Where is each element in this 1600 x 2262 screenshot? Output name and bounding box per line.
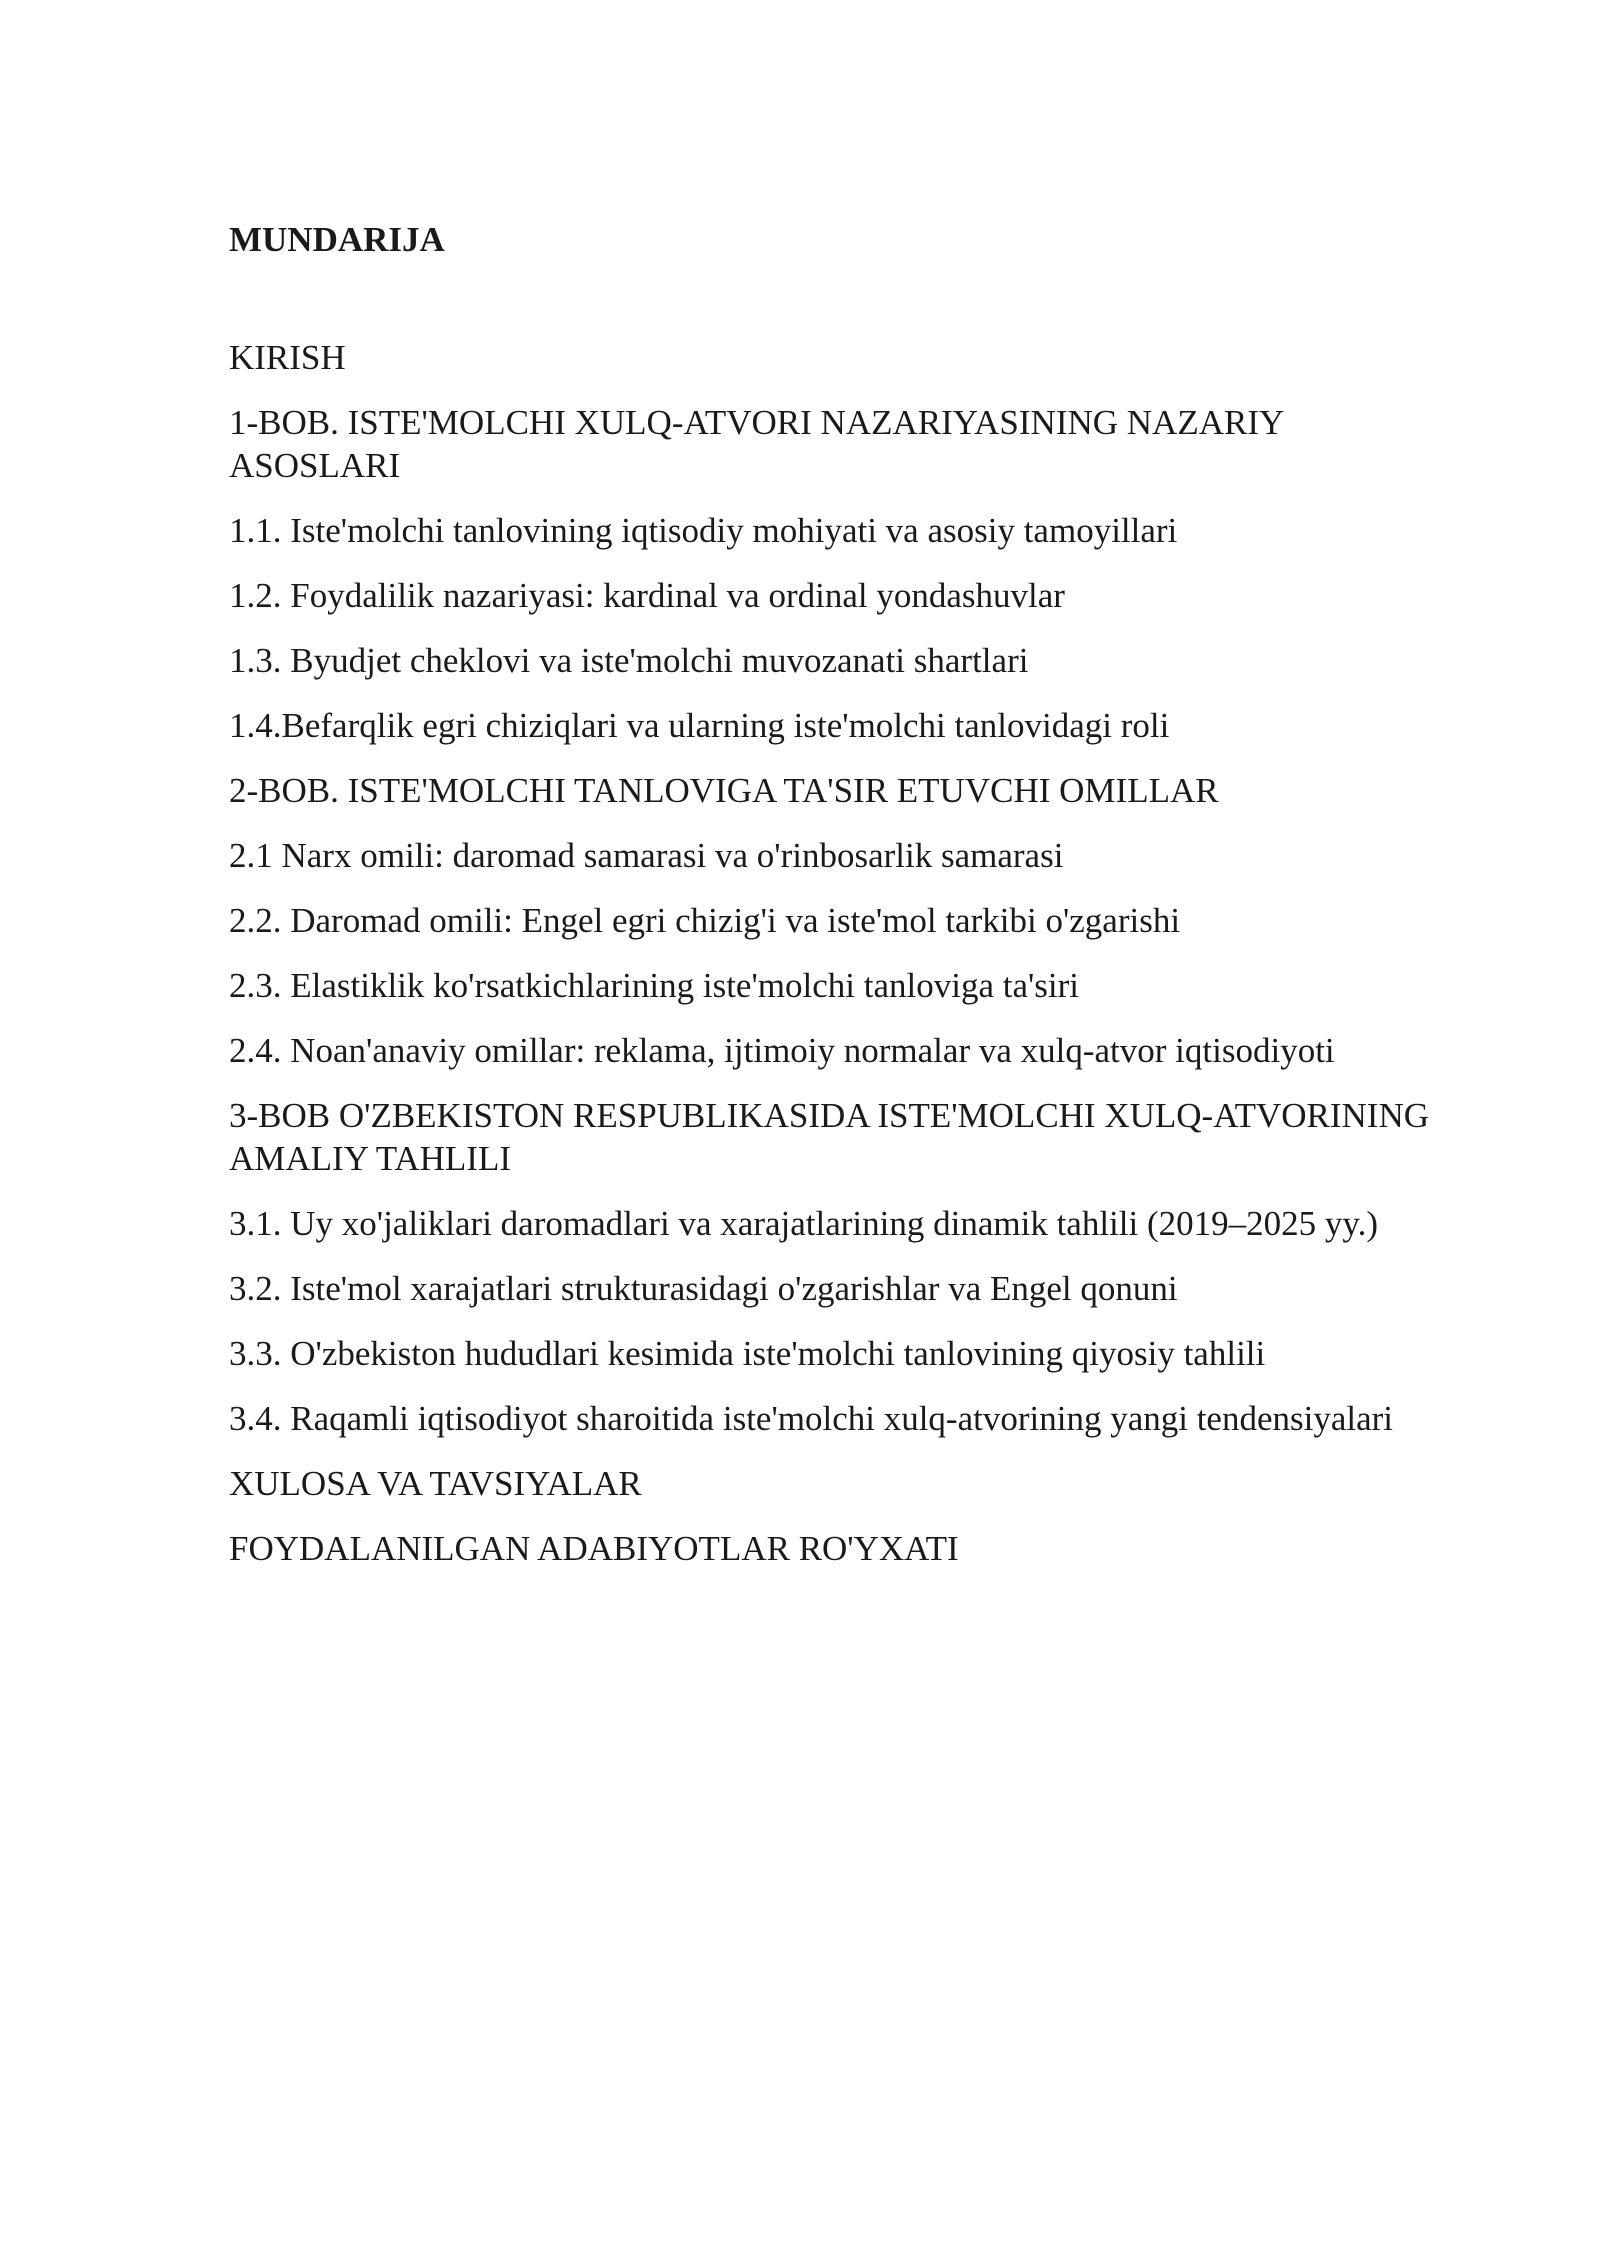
toc-entry-section-3-1: 3.1. Uy xo'jaliklari daromadlari va xarajatlarining dinamik tahlili (2019–2025 yy.) (229, 1204, 1379, 1243)
toc-entry-references: FOYDALANILGAN ADABIYOTLAR RO'YXATI (229, 1529, 959, 1568)
toc-entry-chapter-3: 3-BOB O'ZBEKISTON RESPUBLIKASIDA ISTE'MOLCHI XULQ-ATVORINING AMALIY TAHLILI (229, 1096, 1430, 1178)
toc-entry-conclusion: XULOSA VA TAVSIYALAR (229, 1464, 642, 1503)
toc-entry-section-1-2: 1.2. Foydalilik nazariyasi: kardinal va ordinal yondashuvlar (229, 576, 1065, 615)
toc-entry-section-2-3: 2.3. Elastiklik ko'rsatkichlarining iste'molchi tanloviga ta'siri (229, 966, 1080, 1005)
toc-entry-section-1-1: 1.1. Iste'molchi tanlovining iqtisodiy mohiyati va asosiy tamoyillari (229, 511, 1178, 550)
toc-list (229, 336, 1529, 1570)
toc-title: MUNDARIJA (229, 220, 445, 259)
table-of-contents (229, 216, 1529, 1592)
toc-entry-section-2-1: 2.1 Narx omili: daromad samarasi va o'rinbosarlik samarasi (229, 836, 1064, 875)
toc-entry-chapter-2: 2-BOB. ISTE'MOLCHI TANLOVIGA TA'SIR ETUVCHI OMILLAR (229, 771, 1219, 810)
toc-entry-section-2-4: 2.4. Noan'anaviy omillar: reklama, ijtimoiy normalar va xulq-atvor iqtisodiyoti (229, 1031, 1335, 1070)
toc-entry-section-3-4: 3.4. Raqamli iqtisodiyot sharoitida iste'molchi xulq-atvorining yangi tendensiyalari (229, 1399, 1394, 1438)
toc-entry-section-1-3: 1.3. Byudjet cheklovi va iste'molchi muvozanati shartlari (229, 641, 1029, 680)
toc-entry-section-2-2: 2.2. Daromad omili: Engel egri chizig'i va iste'mol tarkibi o'zgarishi (229, 901, 1181, 940)
toc-entry-section-1-4: 1.4.Befarqlik egri chiziqlari va ularning iste'molchi tanlovidagi roli (229, 706, 1170, 745)
toc-entry-chapter-1: 1-BOB. ISTE'MOLCHI XULQ-ATVORI NAZARIYASINING NAZARIY ASOSLARI (229, 403, 1283, 485)
toc-entry-section-3-3: 3.3. O'zbekiston hududlari kesimida iste'molchi tanlovining qiyosiy tahlili (229, 1334, 1266, 1373)
toc-entry-introduction: KIRISH (229, 338, 346, 377)
toc-entry-section-3-2: 3.2. Iste'mol xarajatlari strukturasidagi o'zgarishlar va Engel qonuni (229, 1269, 1178, 1308)
